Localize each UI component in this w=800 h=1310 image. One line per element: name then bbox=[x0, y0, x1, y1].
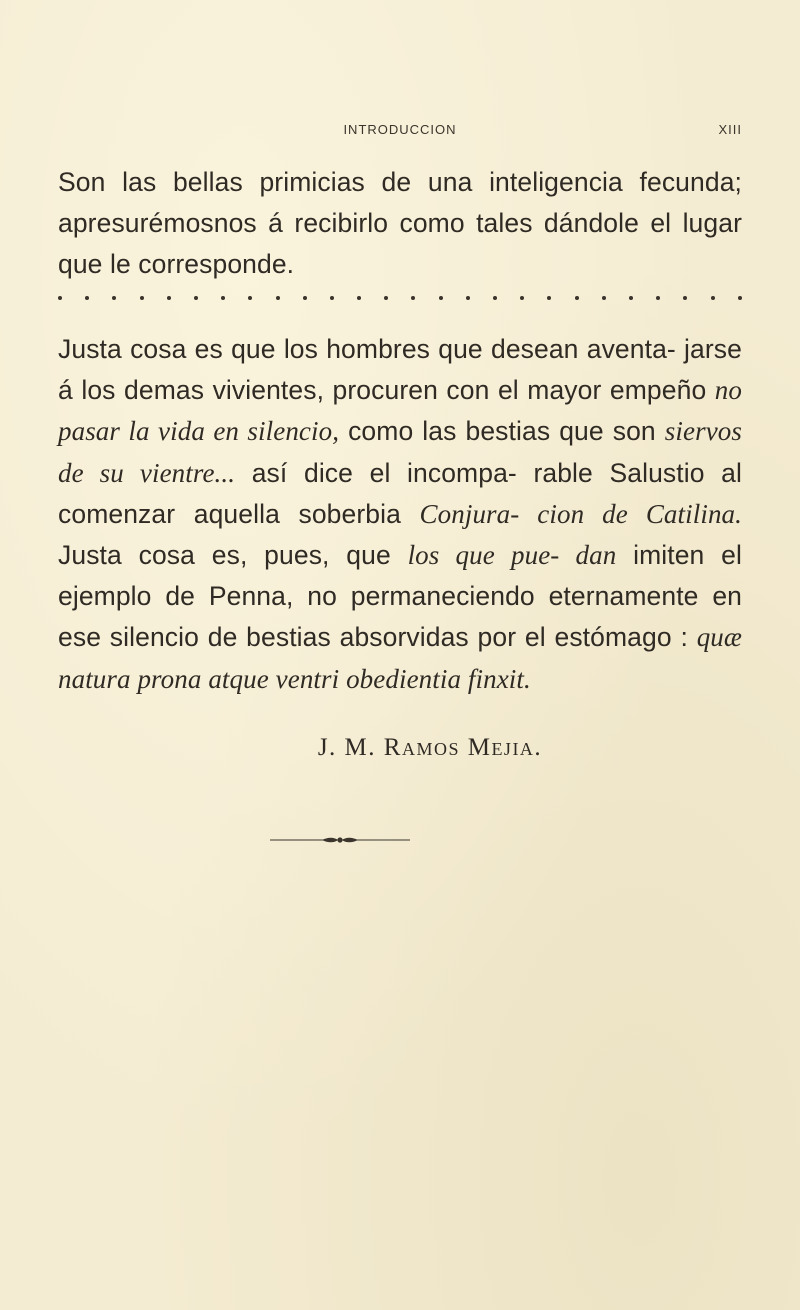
dot bbox=[194, 296, 198, 300]
dot bbox=[575, 296, 579, 300]
author-signature bbox=[58, 734, 742, 762]
ellipsis-dot-row bbox=[58, 296, 742, 300]
dot bbox=[711, 296, 715, 300]
dot bbox=[112, 296, 116, 300]
text-run: Justa cosa es que los hombres que desean aventa- jarse á los demas vivientes, procuren con el mayor empeño bbox=[58, 334, 742, 406]
dot bbox=[656, 296, 660, 300]
signature-text: J. M. Ramos Mejia. bbox=[317, 734, 543, 761]
dot bbox=[520, 296, 524, 300]
dot bbox=[466, 296, 470, 300]
dot bbox=[629, 296, 633, 300]
dot bbox=[738, 296, 742, 300]
italic-phrase: no pasar la vida en silencio, bbox=[58, 375, 742, 447]
end-ornament-rule bbox=[270, 834, 410, 846]
paragraph-justa-cosa bbox=[58, 329, 742, 700]
dot bbox=[439, 296, 443, 300]
running-title: INTRODUCCION bbox=[343, 122, 457, 137]
dot bbox=[303, 296, 307, 300]
dot bbox=[547, 296, 551, 300]
dot bbox=[276, 296, 280, 300]
text-run: como las bestias que son bbox=[339, 416, 665, 447]
dot bbox=[221, 296, 225, 300]
italic-title: Conjura- cion de Catilina. bbox=[419, 498, 742, 529]
dot bbox=[602, 296, 606, 300]
book-page bbox=[58, 0, 742, 1310]
text-run: Justa cosa es, pues, que bbox=[58, 540, 408, 571]
dot bbox=[384, 296, 388, 300]
running-head bbox=[58, 122, 742, 142]
dot bbox=[85, 296, 89, 300]
dot bbox=[411, 296, 415, 300]
dot bbox=[493, 296, 497, 300]
dot bbox=[140, 296, 144, 300]
dot bbox=[58, 296, 62, 300]
text-run: imiten el ejemplo de Penna, no permaneciendo eternamente en ese silencio de bestias absorvidas por el estómago : bbox=[58, 540, 742, 653]
italic-phrase: los que pue- dan bbox=[407, 540, 617, 571]
latin-quotation: quæ natura prona atque ventri obedientia finxit. bbox=[58, 622, 742, 694]
dot bbox=[330, 296, 334, 300]
text-run: así dice el incompa- rable Salustio al comenzar aquella soberbia bbox=[58, 457, 742, 529]
dot bbox=[683, 296, 687, 300]
paragraph-primicias: Son las bellas primicias de una inteligencia fecunda; apresurémosnos á recibirlo como tales dándole el lugar que le corresponde. bbox=[58, 167, 742, 280]
italic-phrase: siervos de su vientre... bbox=[58, 416, 742, 488]
dot bbox=[357, 296, 361, 300]
dot bbox=[248, 296, 252, 300]
dot bbox=[167, 296, 171, 300]
page-number: XIII bbox=[718, 122, 742, 137]
